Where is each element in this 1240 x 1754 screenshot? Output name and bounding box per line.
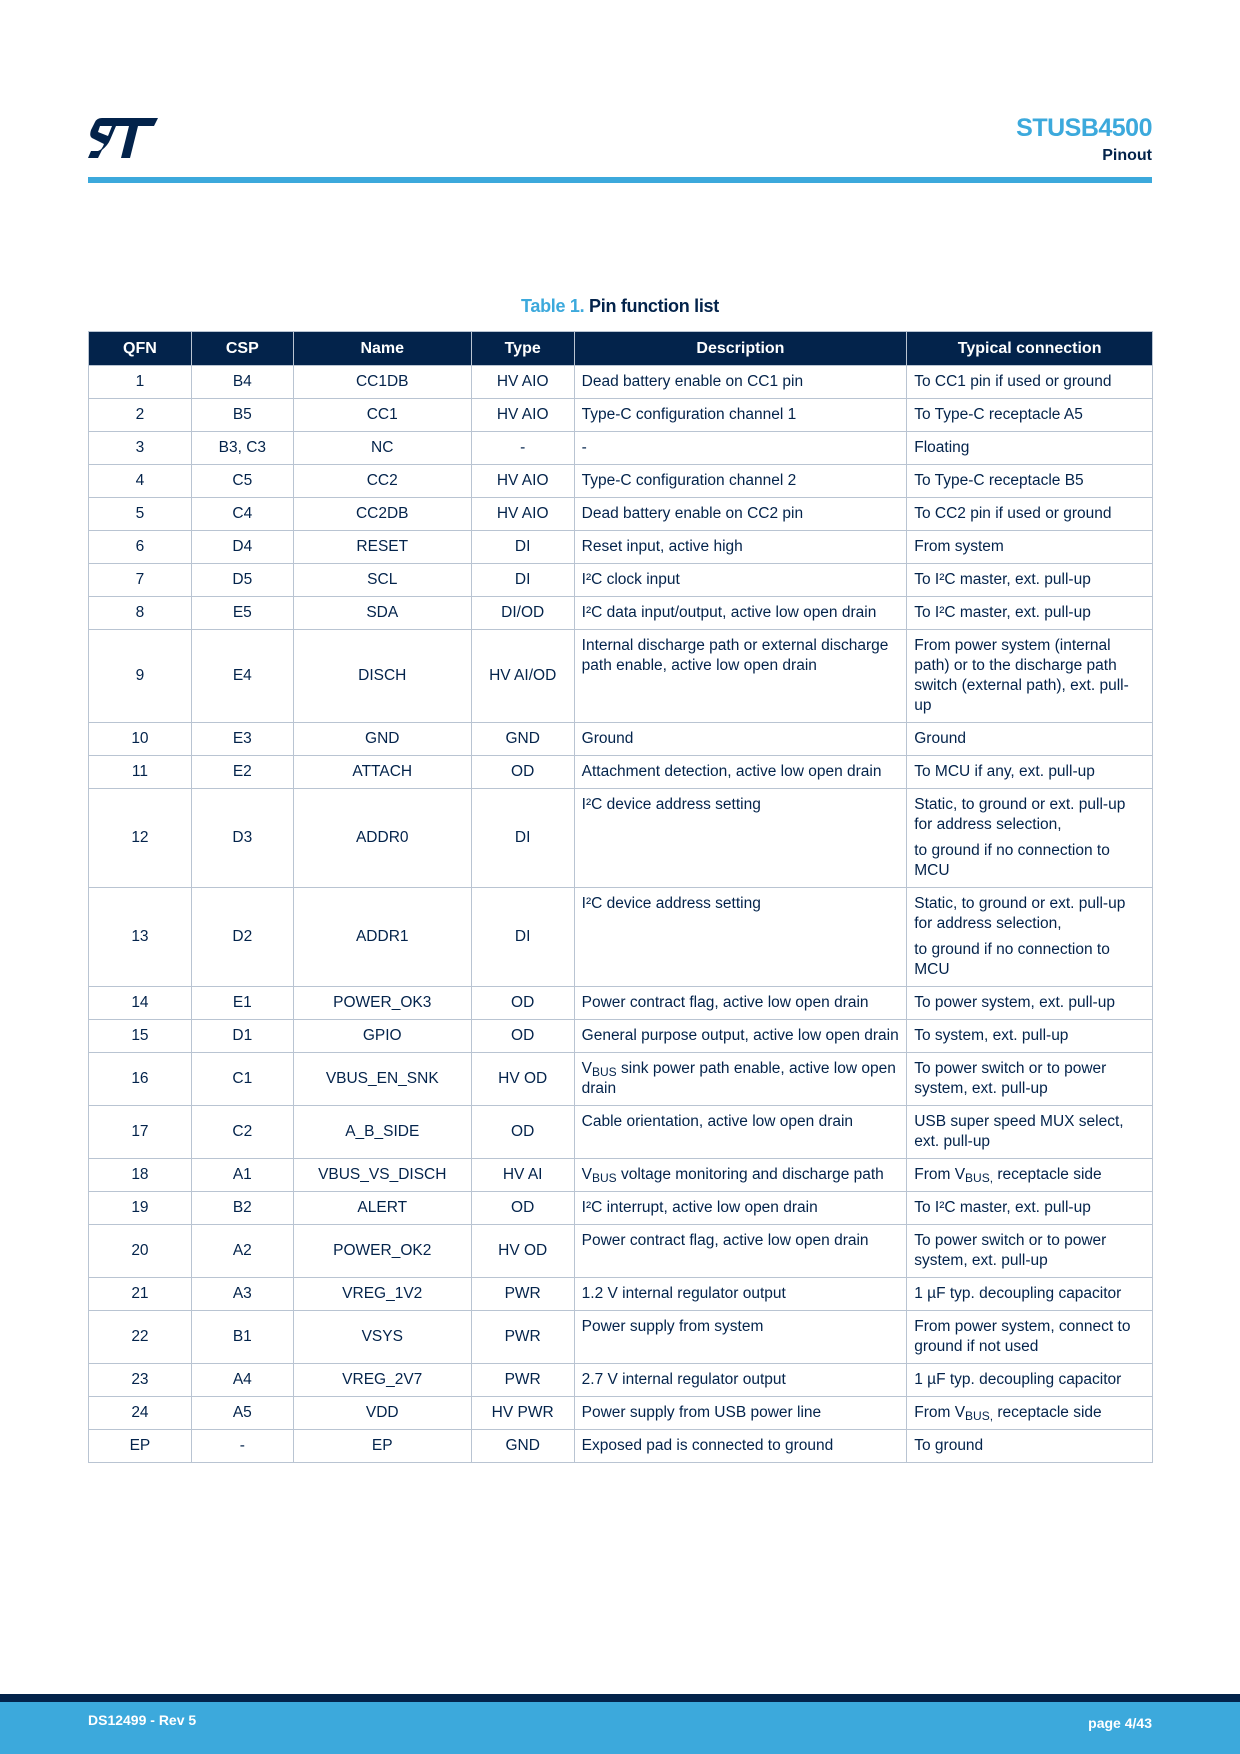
cell-description: Power contract flag, active low open drain — [574, 1225, 907, 1278]
cell-name: DISCH — [293, 630, 471, 723]
column-header-name: Name — [293, 332, 471, 366]
cell-description: Power supply from system — [574, 1311, 907, 1364]
cell-name: ALERT — [293, 1192, 471, 1225]
column-header-qfn: QFN — [89, 332, 192, 366]
cell-type: DI — [471, 888, 574, 987]
cell-type: HV AIO — [471, 366, 574, 399]
cell-csp: D2 — [191, 888, 293, 987]
cell-connection: From power system (internal path) or to the discharge path switch (external path), ext. pull-up — [907, 630, 1153, 723]
cell-description: Reset input, active high — [574, 531, 907, 564]
text-segment: From V — [914, 1166, 966, 1183]
cell-description: - — [574, 432, 907, 465]
cell-paragraph — [914, 1403, 1145, 1423]
cell-qfn: 7 — [89, 564, 192, 597]
cell-description: Ground — [574, 723, 907, 756]
cell-qfn: 6 — [89, 531, 192, 564]
text-segment: Static, to ground or ext. pull-up for address selection, — [914, 895, 1126, 932]
cell-qfn: 9 — [89, 630, 192, 723]
cell-name: VBUS_EN_SNK — [293, 1053, 471, 1106]
cell-csp: D1 — [191, 1020, 293, 1053]
table-row — [89, 531, 1153, 564]
cell-paragraph — [914, 940, 1145, 980]
cell-connection: To power switch or to power system, ext. pull-up — [907, 1225, 1153, 1278]
cell-csp: A3 — [191, 1278, 293, 1311]
cell-description: Exposed pad is connected to ground — [574, 1430, 907, 1463]
cell-qfn: 23 — [89, 1364, 192, 1397]
cell-name: VREG_2V7 — [293, 1364, 471, 1397]
table-row — [89, 597, 1153, 630]
table-row — [89, 366, 1153, 399]
cell-connection — [907, 789, 1153, 888]
table-row — [89, 630, 1153, 723]
cell-description — [574, 1159, 907, 1192]
subscript: BUS — [591, 1171, 617, 1185]
text-segment: V — [581, 1060, 592, 1077]
text-segment: receptacle side — [993, 1404, 1102, 1421]
cell-csp: B4 — [191, 366, 293, 399]
cell-name: CC2DB — [293, 498, 471, 531]
column-header-connection: Typical connection — [907, 332, 1153, 366]
cell-connection: 1 µF typ. decoupling capacitor — [907, 1278, 1153, 1311]
table-row — [89, 1192, 1153, 1225]
cell-csp: C4 — [191, 498, 293, 531]
subscript: BUS, — [965, 1409, 994, 1423]
cell-qfn: 10 — [89, 723, 192, 756]
section-title: Pinout — [1102, 147, 1152, 164]
cell-description: Cable orientation, active low open drain — [574, 1106, 907, 1159]
cell-csp: D4 — [191, 531, 293, 564]
cell-connection: To Type-C receptacle B5 — [907, 465, 1153, 498]
cell-type: HV AIO — [471, 465, 574, 498]
text-segment: From V — [914, 1404, 966, 1421]
cell-name: SDA — [293, 597, 471, 630]
cell-qfn: 18 — [89, 1159, 192, 1192]
table-row — [89, 1311, 1153, 1364]
table-row — [89, 1225, 1153, 1278]
cell-name: GND — [293, 723, 471, 756]
cell-type: OD — [471, 756, 574, 789]
cell-name: ADDR1 — [293, 888, 471, 987]
cell-qfn: EP — [89, 1430, 192, 1463]
column-header-description: Description — [574, 332, 907, 366]
table-row — [89, 888, 1153, 987]
cell-description: I²C device address setting — [574, 888, 907, 987]
cell-csp: E4 — [191, 630, 293, 723]
text-segment: to ground if no connection to MCU — [914, 941, 1110, 978]
text-segment: voltage monitoring and discharge path — [616, 1166, 884, 1183]
cell-csp: A1 — [191, 1159, 293, 1192]
cell-connection: To CC2 pin if used or ground — [907, 498, 1153, 531]
cell-connection: From system — [907, 531, 1153, 564]
cell-csp: C1 — [191, 1053, 293, 1106]
cell-type: HV AIO — [471, 399, 574, 432]
cell-name: EP — [293, 1430, 471, 1463]
table-row — [89, 987, 1153, 1020]
cell-description: I²C clock input — [574, 564, 907, 597]
cell-type: GND — [471, 723, 574, 756]
cell-csp: B1 — [191, 1311, 293, 1364]
table-header-row — [89, 332, 1153, 366]
cell-connection: To power system, ext. pull-up — [907, 987, 1153, 1020]
cell-name: NC — [293, 432, 471, 465]
cell-description: I²C data input/output, active low open drain — [574, 597, 907, 630]
cell-name: VBUS_VS_DISCH — [293, 1159, 471, 1192]
table-row — [89, 465, 1153, 498]
cell-description: Power contract flag, active low open drain — [574, 987, 907, 1020]
text-segment: V — [581, 1166, 592, 1183]
cell-type: OD — [471, 1020, 574, 1053]
cell-qfn: 14 — [89, 987, 192, 1020]
table-title: Pin function list — [589, 296, 719, 316]
text-segment: receptacle side — [993, 1166, 1102, 1183]
cell-qfn: 13 — [89, 888, 192, 987]
table-row — [89, 399, 1153, 432]
cell-type: OD — [471, 1106, 574, 1159]
table-row — [89, 789, 1153, 888]
text-segment: Static, to ground or ext. pull-up for address selection, — [914, 796, 1126, 833]
cell-name: SCL — [293, 564, 471, 597]
document-title: STUSB4500 — [1016, 114, 1152, 142]
cell-name: ATTACH — [293, 756, 471, 789]
cell-name: POWER_OK2 — [293, 1225, 471, 1278]
cell-type: HV OD — [471, 1225, 574, 1278]
cell-csp: E1 — [191, 987, 293, 1020]
cell-paragraph — [914, 795, 1145, 835]
cell-type: DI — [471, 564, 574, 597]
st-logo — [88, 118, 158, 158]
table-row — [89, 723, 1153, 756]
cell-connection — [907, 1159, 1153, 1192]
cell-type: DI — [471, 531, 574, 564]
cell-qfn: 16 — [89, 1053, 192, 1106]
cell-csp: E2 — [191, 756, 293, 789]
cell-csp: E5 — [191, 597, 293, 630]
cell-connection: To I²C master, ext. pull-up — [907, 1192, 1153, 1225]
cell-description: I²C device address setting — [574, 789, 907, 888]
document-id: DS12499 - Rev 5 — [88, 1712, 197, 1728]
cell-csp: D5 — [191, 564, 293, 597]
cell-qfn: 5 — [89, 498, 192, 531]
cell-type: DI — [471, 789, 574, 888]
cell-paragraph — [582, 1165, 900, 1185]
cell-qfn: 8 — [89, 597, 192, 630]
cell-connection: Ground — [907, 723, 1153, 756]
table-row — [89, 564, 1153, 597]
cell-type: PWR — [471, 1364, 574, 1397]
cell-qfn: 15 — [89, 1020, 192, 1053]
cell-name: RESET — [293, 531, 471, 564]
text-segment: to ground if no connection to MCU — [914, 842, 1110, 879]
cell-type: DI/OD — [471, 597, 574, 630]
table-row — [89, 498, 1153, 531]
cell-csp: A5 — [191, 1397, 293, 1430]
cell-csp: C5 — [191, 465, 293, 498]
cell-name: VREG_1V2 — [293, 1278, 471, 1311]
cell-connection: USB super speed MUX select, ext. pull-up — [907, 1106, 1153, 1159]
cell-paragraph — [914, 1165, 1145, 1185]
table-row — [89, 1364, 1153, 1397]
table-row — [89, 1020, 1153, 1053]
text-segment: sink power path enable, active low open drain — [581, 1060, 896, 1097]
cell-csp: B2 — [191, 1192, 293, 1225]
cell-connection: To I²C master, ext. pull-up — [907, 597, 1153, 630]
cell-name: GPIO — [293, 1020, 471, 1053]
subscript: BUS — [591, 1065, 617, 1079]
cell-type: PWR — [471, 1311, 574, 1364]
cell-type: OD — [471, 1192, 574, 1225]
cell-connection: To I²C master, ext. pull-up — [907, 564, 1153, 597]
cell-type: HV AI — [471, 1159, 574, 1192]
cell-csp: B5 — [191, 399, 293, 432]
cell-type: OD — [471, 987, 574, 1020]
cell-description: Power supply from USB power line — [574, 1397, 907, 1430]
cell-csp: E3 — [191, 723, 293, 756]
page-number: page 4/43 — [1088, 1715, 1152, 1731]
table-row — [89, 432, 1153, 465]
cell-connection: 1 µF typ. decoupling capacitor — [907, 1364, 1153, 1397]
table-number: Table 1. — [521, 296, 585, 316]
table-caption — [88, 296, 1152, 317]
cell-name: CC1 — [293, 399, 471, 432]
cell-description: Type-C configuration channel 2 — [574, 465, 907, 498]
subscript: BUS, — [965, 1171, 994, 1185]
cell-description: Internal discharge path or external discharge path enable, active low open drain — [574, 630, 907, 723]
cell-connection: From power system, connect to ground if not used — [907, 1311, 1153, 1364]
table-row — [89, 756, 1153, 789]
cell-type: HV PWR — [471, 1397, 574, 1430]
cell-connection — [907, 888, 1153, 987]
cell-type: GND — [471, 1430, 574, 1463]
cell-description: Attachment detection, active low open drain — [574, 756, 907, 789]
cell-connection — [907, 1397, 1153, 1430]
cell-name: VDD — [293, 1397, 471, 1430]
cell-qfn: 21 — [89, 1278, 192, 1311]
cell-type: HV AI/OD — [471, 630, 574, 723]
cell-connection: To CC1 pin if used or ground — [907, 366, 1153, 399]
table-row — [89, 1106, 1153, 1159]
table-row — [89, 1397, 1153, 1430]
table-row — [89, 1159, 1153, 1192]
table-row — [89, 1053, 1153, 1106]
cell-name: CC2 — [293, 465, 471, 498]
cell-qfn: 1 — [89, 366, 192, 399]
cell-name: POWER_OK3 — [293, 987, 471, 1020]
cell-connection: To power switch or to power system, ext. pull-up — [907, 1053, 1153, 1106]
cell-type: PWR — [471, 1278, 574, 1311]
pin-function-table — [88, 331, 1153, 1463]
cell-description: 2.7 V internal regulator output — [574, 1364, 907, 1397]
cell-qfn: 24 — [89, 1397, 192, 1430]
cell-connection: To MCU if any, ext. pull-up — [907, 756, 1153, 789]
cell-name: VSYS — [293, 1311, 471, 1364]
cell-qfn: 19 — [89, 1192, 192, 1225]
cell-paragraph — [914, 894, 1145, 934]
cell-connection: To Type-C receptacle A5 — [907, 399, 1153, 432]
cell-csp: B3, C3 — [191, 432, 293, 465]
cell-description — [574, 1053, 907, 1106]
cell-csp: A2 — [191, 1225, 293, 1278]
footer — [0, 1702, 1240, 1754]
cell-connection: To ground — [907, 1430, 1153, 1463]
cell-type: - — [471, 432, 574, 465]
cell-csp: - — [191, 1430, 293, 1463]
cell-description: General purpose output, active low open drain — [574, 1020, 907, 1053]
cell-qfn: 22 — [89, 1311, 192, 1364]
cell-paragraph — [582, 1059, 900, 1099]
cell-qfn: 17 — [89, 1106, 192, 1159]
footer-band — [0, 1694, 1240, 1702]
cell-description: Dead battery enable on CC1 pin — [574, 366, 907, 399]
cell-description: Type-C configuration channel 1 — [574, 399, 907, 432]
cell-qfn: 11 — [89, 756, 192, 789]
cell-description: 1.2 V internal regulator output — [574, 1278, 907, 1311]
cell-name: CC1DB — [293, 366, 471, 399]
column-header-csp: CSP — [191, 332, 293, 366]
cell-csp: C2 — [191, 1106, 293, 1159]
cell-name: A_B_SIDE — [293, 1106, 471, 1159]
cell-description: I²C interrupt, active low open drain — [574, 1192, 907, 1225]
cell-paragraph — [914, 841, 1145, 881]
cell-qfn: 12 — [89, 789, 192, 888]
cell-type: HV AIO — [471, 498, 574, 531]
cell-qfn: 20 — [89, 1225, 192, 1278]
cell-connection: Floating — [907, 432, 1153, 465]
cell-name: ADDR0 — [293, 789, 471, 888]
cell-csp: A4 — [191, 1364, 293, 1397]
cell-type: HV OD — [471, 1053, 574, 1106]
cell-qfn: 2 — [89, 399, 192, 432]
cell-description: Dead battery enable on CC2 pin — [574, 498, 907, 531]
header-divider — [88, 177, 1152, 183]
table-row — [89, 1430, 1153, 1463]
cell-qfn: 4 — [89, 465, 192, 498]
column-header-type: Type — [471, 332, 574, 366]
cell-connection: To system, ext. pull-up — [907, 1020, 1153, 1053]
cell-csp: D3 — [191, 789, 293, 888]
table-row — [89, 1278, 1153, 1311]
cell-qfn: 3 — [89, 432, 192, 465]
